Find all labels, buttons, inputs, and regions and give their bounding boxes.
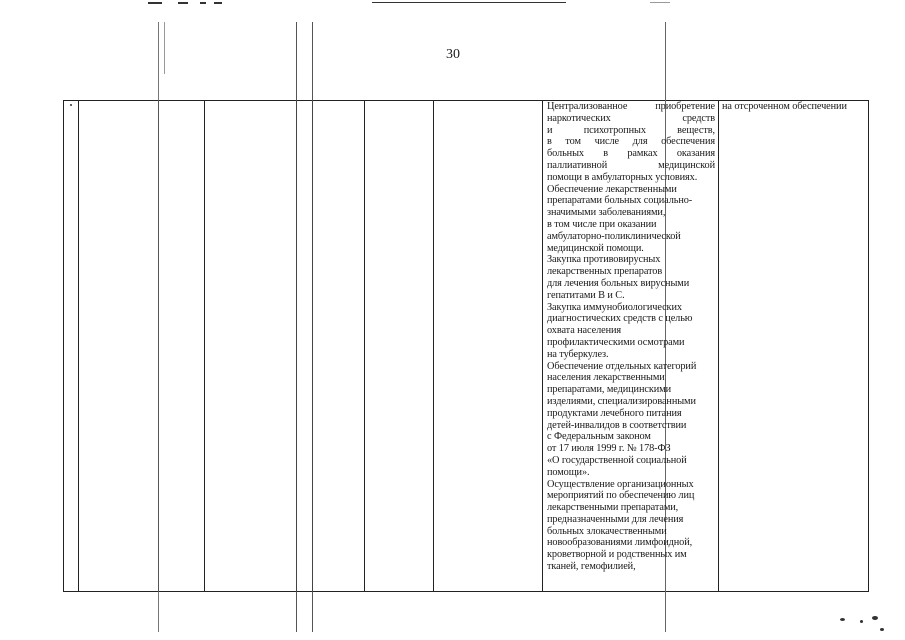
measures-line: Закупка иммунобиологических (547, 301, 682, 313)
measures-line: амбулаторно-поликлинической (547, 230, 681, 242)
measures-line: помощи». (547, 466, 590, 478)
scan-line (296, 22, 297, 100)
table-column-divider (312, 100, 313, 592)
measures-line: Осуществление организационных (547, 478, 694, 490)
measures-line: детей-инвалидов в соответствии (547, 419, 687, 431)
scan-line (665, 592, 666, 632)
table-column-divider (296, 100, 297, 592)
measures-line: медицинской помощи. (547, 242, 644, 254)
measures-line: кроветворной и родственных им (547, 549, 687, 561)
measures-line: Закупка противовирусных (547, 254, 661, 266)
scan-speck (872, 616, 878, 620)
page-number: 30 (446, 47, 460, 62)
measures-line: в том числе при оказании (547, 218, 657, 230)
measures-line: паллиативной медицинской (547, 159, 715, 171)
measures-line: Обеспечение лекарственными (547, 183, 677, 195)
scan-artifact (200, 2, 206, 4)
scan-line (164, 22, 165, 74)
scan-line (312, 22, 313, 100)
table-column-divider (158, 100, 159, 592)
scan-artifact (214, 2, 222, 4)
measures-line: тканей, гемофилией, (547, 561, 636, 573)
measures-line: предназначенными для лечения (547, 513, 684, 525)
data-table (63, 100, 869, 592)
table-column-divider (364, 100, 365, 592)
measures-line: на туберкулез. (547, 348, 609, 360)
table-column-divider (718, 100, 719, 592)
measures-line: Обеспечение отдельных категорий (547, 360, 697, 372)
measures-line: наркотических средств (547, 112, 715, 124)
measures-line: населения лекарственными (547, 372, 665, 384)
measures-cell (547, 101, 715, 573)
measures-line: лекарственных препаратов (547, 266, 663, 278)
scan-line (158, 22, 159, 100)
measures-line: с Федеральным законом (547, 431, 651, 443)
measures-line: охвата населения (547, 325, 622, 337)
measures-line: лекарственными препаратами, (547, 502, 679, 514)
measures-line: «О государственной социальной (547, 454, 687, 466)
measures-line: для лечения больных вирусными (547, 277, 690, 289)
table-column-divider (433, 100, 434, 592)
measures-line: помощи в амбулаторных условиях. (547, 171, 698, 183)
scan-line (312, 592, 313, 632)
scan-artifact (372, 2, 566, 3)
measures-line: больных в рамках оказания (547, 148, 715, 160)
result-cell: на отсроченном обеспечении (722, 101, 847, 112)
measures-line: профилактическими осмотрами (547, 336, 685, 348)
scan-speck (860, 620, 863, 623)
scan-speck (70, 104, 72, 106)
scan-artifact (148, 2, 162, 4)
scan-line (158, 592, 159, 632)
measures-line: диагностических средств с целью (547, 313, 693, 325)
scan-artifact (650, 2, 670, 3)
scan-speck (840, 618, 845, 621)
scan-artifact (178, 2, 188, 4)
table-column-divider (542, 100, 543, 592)
measures-line: и психотропных веществ, (547, 124, 715, 136)
measures-line: мероприятий по обеспечению лиц (547, 490, 695, 502)
scan-line (665, 22, 666, 100)
scan-line (296, 592, 297, 632)
measures-line: изделиями, специализированными (547, 395, 696, 407)
table-column-divider (78, 100, 79, 592)
table-column-divider (204, 100, 205, 592)
measures-line: Централизованное приобретение (547, 101, 715, 112)
measures-line: новообразованиями лимфоидной, (547, 537, 693, 549)
measures-line: от 17 июля 1999 г. № 178-ФЗ (547, 443, 671, 455)
scan-speck (880, 628, 884, 631)
measures-line: препаратами, медицинскими (547, 384, 671, 396)
measures-line: продуктами лечебного питания (547, 407, 682, 419)
measures-line: в том числе для обеспечения (547, 136, 715, 148)
measures-line: больных злокачественными (547, 525, 667, 537)
measures-line: значимыми заболеваниями, (547, 207, 666, 219)
measures-line: препаратами больных социально- (547, 195, 693, 207)
measures-line: гепатитами В и С. (547, 289, 625, 301)
